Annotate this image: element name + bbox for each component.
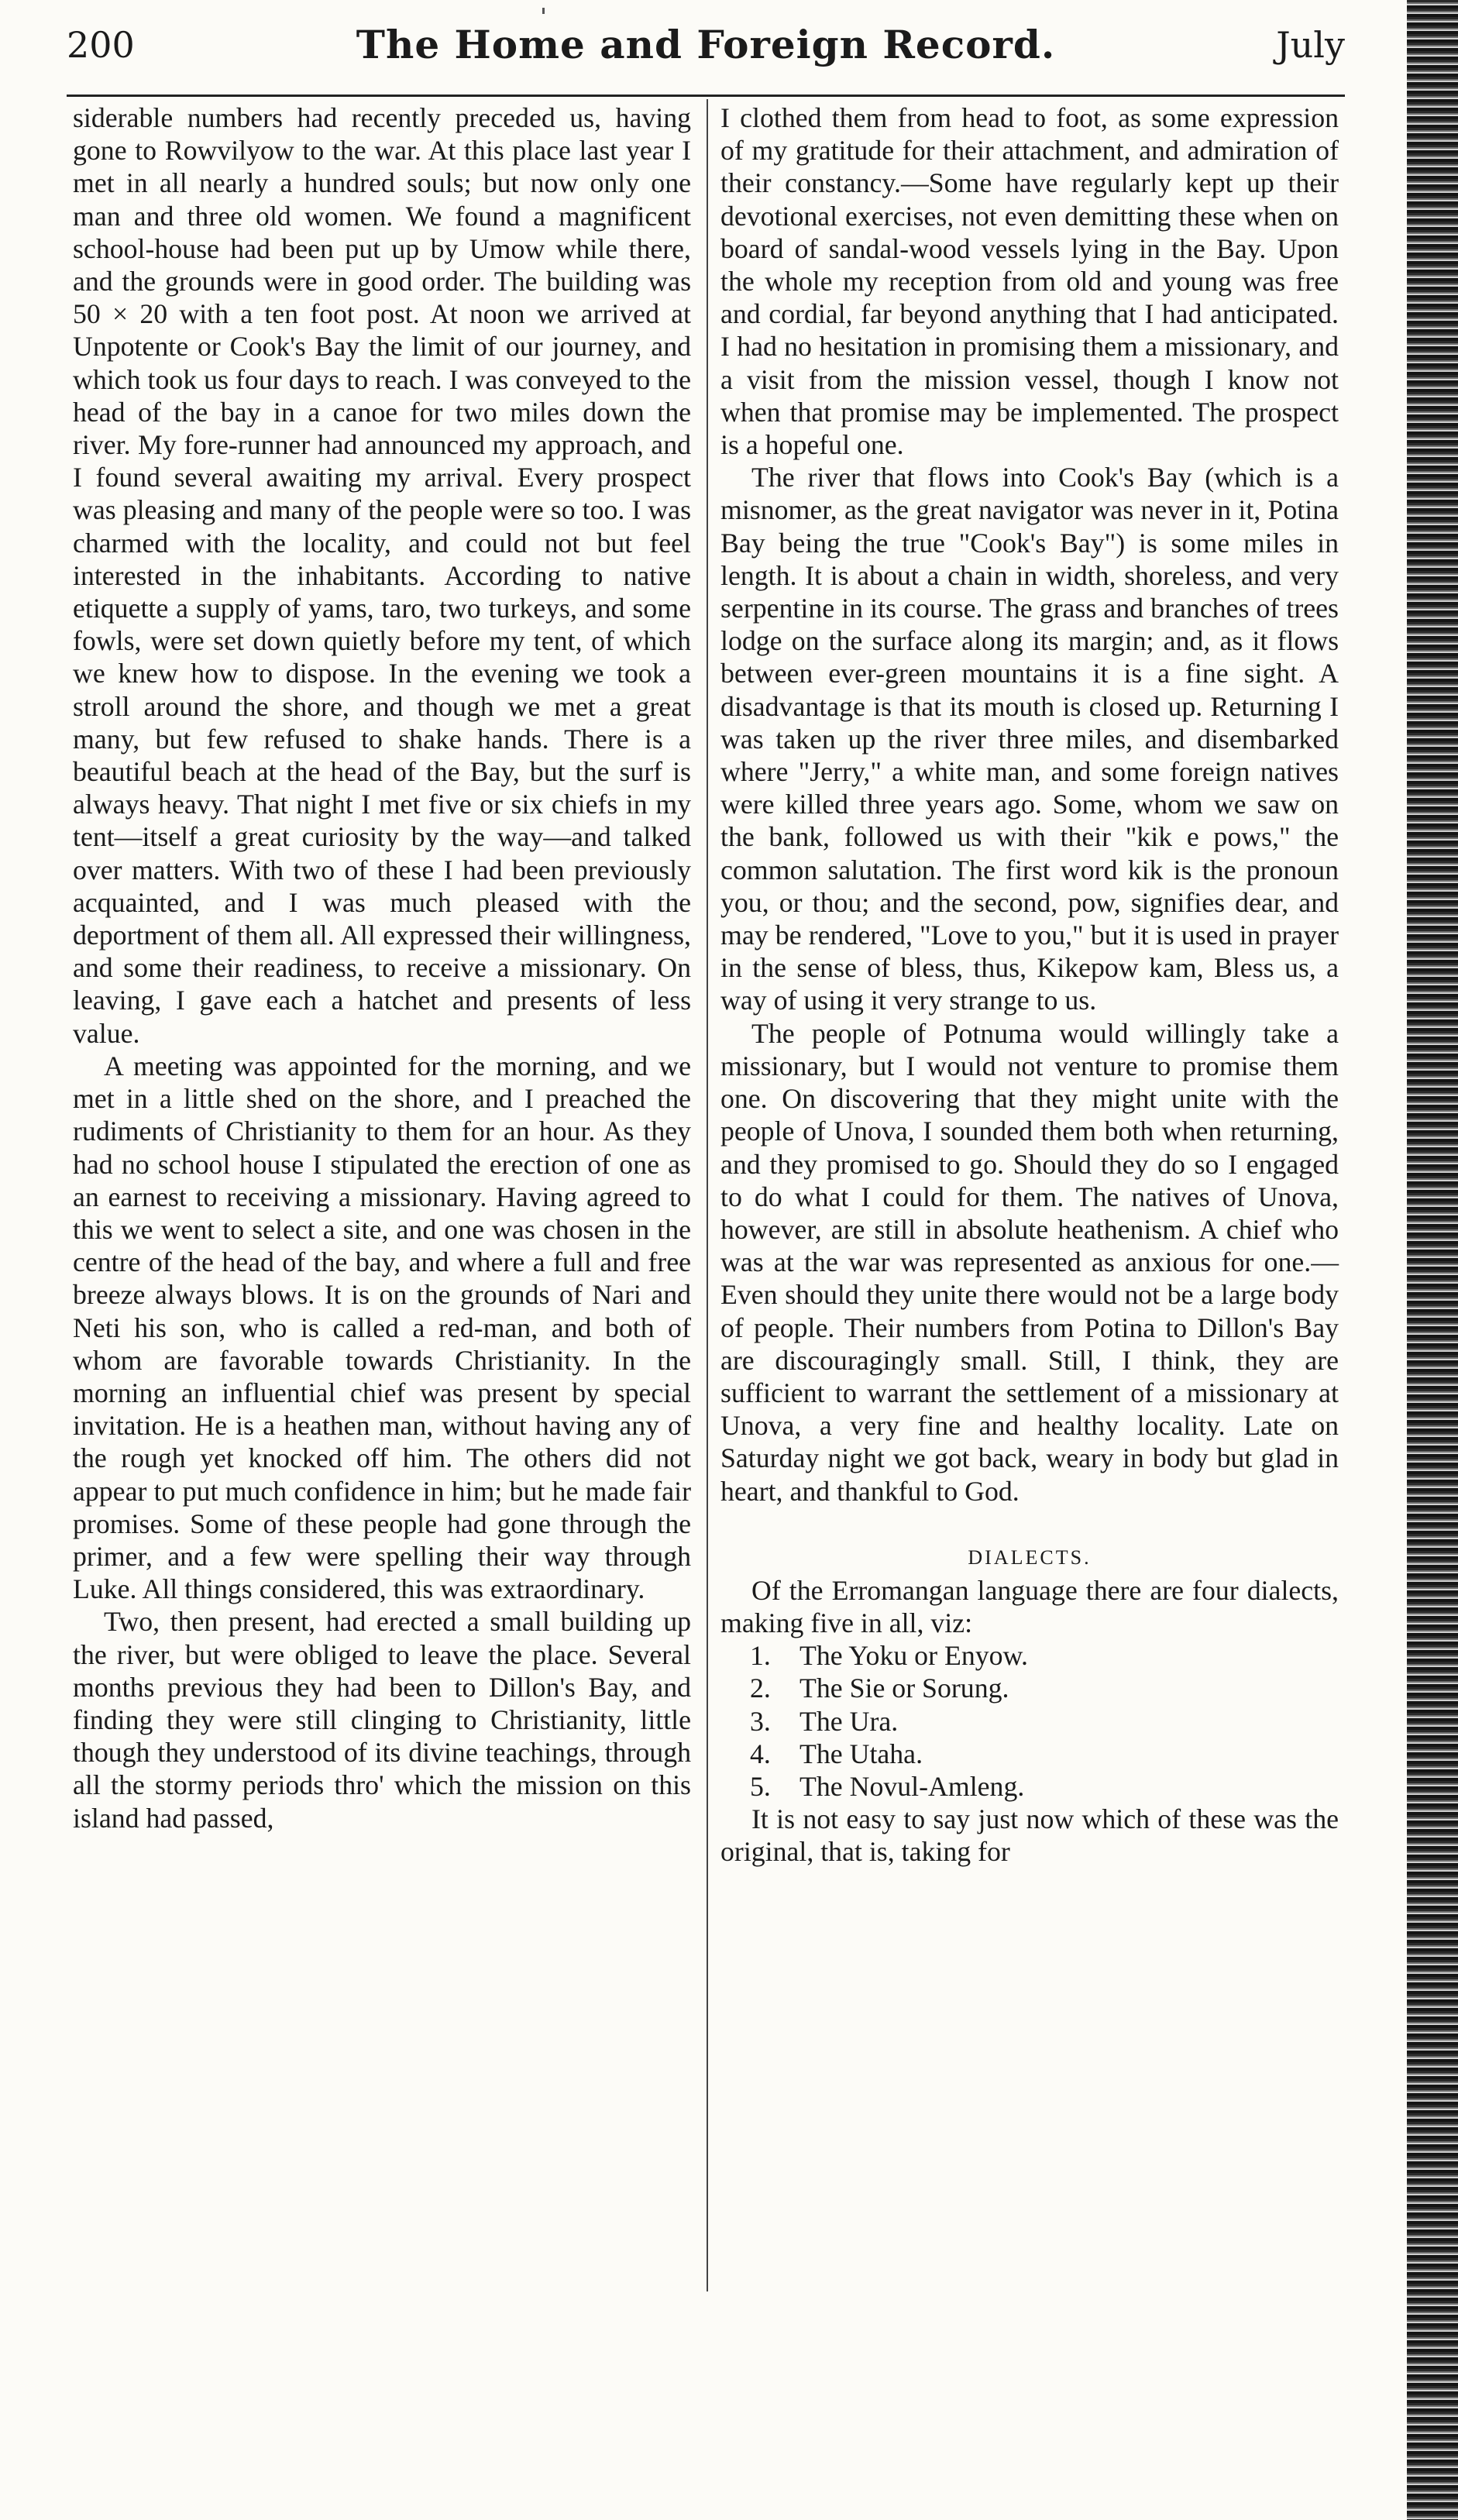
body-paragraph: A meeting was appointed for the morning, and we met in a little shed on the shore, and I preached the rudiments of Christianity to them for an hour. As they had no school house I stipulated the erection of one as an earnest to receiving a missionary. Having agreed to this we went to select a site, and one was chosen in the centre of the head of the bay, and where a full and free breeze always blows. It is on the grounds of Nari and Neti his son, who is called a red-man, and both of whom are favorable towards Christianity. In the morning an influential chief was present by special invitation. He is a heathen man, without having any of the rough yet knocked off him. The others did not appear to put much confidence in him; but he made fair promises. Some of these people had gone through the primer, and a few were spelling their way through Luke. All things considered, this was extraordinary. <box>73 1050 691 1605</box>
section-heading: DIALECTS. <box>968 1545 1092 1569</box>
list-item <box>720 1738 1339 1770</box>
dialect-name: The Sie or Sorung. <box>799 1673 1009 1704</box>
list-number: 5. <box>750 1770 771 1802</box>
body-paragraph: siderable numbers had recently preceded us, having gone to Rowvilyow to the war. At this place last year I met in all nearly a hundred souls; but now only one man and three old women. We found a magnificent school-house had been put up by Umow while there, and the grounds were in good order. The building was 50 × 20 with a ten foot post. At noon we arrived at Unpotente or Cook's Bay the limit of our journey, and which took us four days to reach. I was conveyed to the head of the bay in a canoe for two miles down the river. My fore-runner had announced my approach, and I found several awaiting my arrival. Every prospect was pleasing and many of the people were so too. I was charmed with the locality, and could not but feel interested in the inhabitants. According to native etiquette a supply of yams, taro, two turkeys, and some fowls, were set down quietly before my tent, of which we knew how to dispose. In the evening we took a stroll around the shore, and though we met a great many, but few refused to shake hands. There is a beautiful beach at the head of the Bay, but the surf is always heavy. That night I met five or six chiefs in my tent—itself a great curiosity by the way—and talked over matters. With two of these I had been previously acquainted, and I was much pleased with the deportment of them all. All expressed their willingness, and some their readiness, to receive a missionary. On leaving, I gave each a hatchet and presents of less value. <box>73 102 691 1049</box>
dialect-list <box>720 1639 1339 1803</box>
list-item <box>720 1672 1339 1704</box>
body-paragraph: The people of Potnuma would willingly take a missionary, but I would not venture to promise them one. On discovering that they might unite with the people of Unova, I sounded them both when returning, and they promised to go. Should they do so I engaged to do what I could for them. The natives of Unova, however, are still in absolute heathenism. A chief who was at the war was represented as anxious for one.—Even should they unite there would not be a large body of people. Their numbers from Potina to Dillon's Bay are discouragingly small. Still, I think, they are sufficient to warrant the settlement of a missionary at Unova, a very fine and healthy locality. Late on Saturday night we got back, weary in body but glad in heart, and thankful to God. <box>720 1017 1339 1507</box>
list-number: 3. <box>750 1705 771 1737</box>
body-paragraph: The river that flows into Cook's Bay (which is a misnomer, as the great navigator was never in it, Potina Bay being the true "Cook's Bay") is some miles in length. It is about a chain in width, shoreless, and very serpentine in its course. The grass and branches of trees lodge on the surface along its margin; and, as it flows between ever-green mountains it is a fine sight. A disadvantage is that its mouth is closed up. Returning I was taken up the river three miles, and disembarked where "Jerry," a white man, and some foreign natives were killed three years ago. Some, whom we saw on the bank, followed us with their "kik e pows," the common salutation. The first word kik is the pronoun you, or thou; and the second, pow, signifies dear, and may be rendered, "Love to you," but it is used in prayer in the sense of bless, thus, Kikepow kam, Bless us, a way of using it very strange to us. <box>720 462 1339 1016</box>
list-number: 2. <box>750 1673 771 1704</box>
list-item <box>720 1639 1339 1672</box>
print-speck <box>542 8 545 14</box>
list-number: 4. <box>750 1738 771 1769</box>
list-item <box>720 1770 1339 1803</box>
right-column <box>720 101 1339 1869</box>
running-header <box>67 17 1345 87</box>
journal-title: The Home and Foreign Record. <box>356 22 1056 67</box>
page-number: 200 <box>67 24 135 66</box>
column-divider <box>707 99 708 2291</box>
body-paragraph: I clothed them from head to foot, as some expression of my gratitude for their attachment, and admiration of their constancy.—Some have regularly kept up their devotional exercises, not even demitting these when on board of sandal-wood vessels lying in the Bay. Upon the whole my reception from old and young was free and cordial, far beyond anything that I had anticipated. I had no hesitation in promising them a missionary, and a visit from the mission vessel, though I know not when that promise may be implemented. The prospect is a hopeful one. <box>720 102 1339 461</box>
dialect-name: The Ura. <box>799 1705 899 1737</box>
dialect-name: The Utaha. <box>799 1738 923 1769</box>
left-column <box>73 101 691 1834</box>
body-paragraph: Two, then present, had erected a small building up the river, but were obliged to leave the place. Several months previous they had been to Dillon's Bay, and finding they were still clinging to Christianity, little though they understood of its divine teachings, through all the stormy periods thro' which the mission on this island had passed, <box>73 1606 691 1834</box>
dialect-name: The Yoku or Enyow. <box>799 1640 1028 1672</box>
header-rule <box>67 95 1345 97</box>
list-item <box>720 1705 1339 1738</box>
dialect-name: The Novul-Amleng. <box>799 1770 1025 1802</box>
list-number: 1. <box>750 1640 771 1672</box>
page-edge-binding <box>1407 0 1458 2520</box>
dialects-intro: Of the Erromangan language there are four dialects, making five in all, viz: <box>720 1574 1339 1638</box>
issue-month: July <box>1276 24 1345 66</box>
body-paragraph: It is not easy to say just now which of these was the original, that is, taking for <box>720 1803 1339 1868</box>
section-gap <box>720 1508 1339 1542</box>
